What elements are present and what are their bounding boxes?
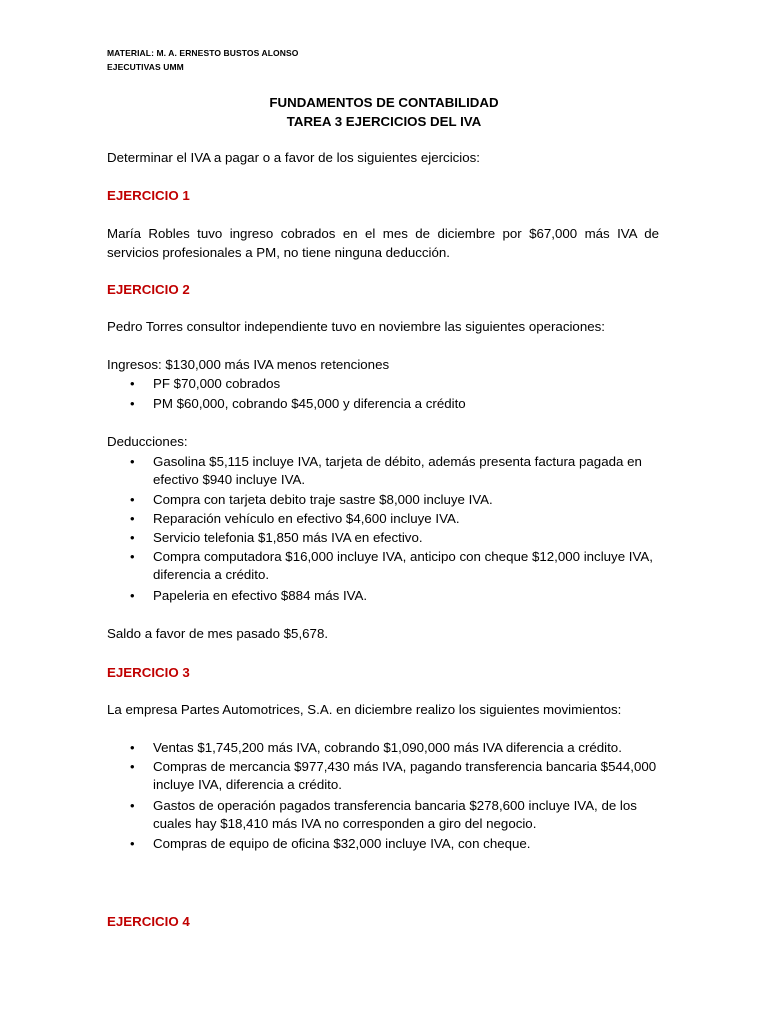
list-item: • Papeleria en efectivo $884 más IVA.	[130, 588, 368, 603]
bullet-icon: •	[130, 396, 135, 411]
bullet-icon: •	[130, 588, 135, 603]
ejercicio-3-intro: La empresa Partes Automotrices, S.A. en diciembre realizo los siguientes movimientos:	[107, 702, 622, 717]
list-item: • PF $70,000 cobrados	[130, 376, 281, 391]
bullet-icon: •	[130, 376, 135, 391]
ejercicio-3-heading: EJERCICIO 3	[107, 665, 190, 680]
list-item: • Gasolina $5,115 incluye IVA, tarjeta de débito, además presenta factura pagada en efectivo $940 incluye IVA.	[130, 454, 642, 487]
saldo-a-favor: Saldo a favor de mes pasado $5,678.	[107, 626, 329, 641]
bullet-icon: •	[130, 549, 135, 564]
list-item: • Gastos de operación pagados transferencia bancaria $278,600 incluye IVA, de los cuales hay $18,410 más IVA no corresponden a giro del negocio.	[130, 798, 637, 831]
ejercicio-1-text: María Robles tuvo ingreso cobrados en el mes de diciembre por $67,000 más IVA de servicios profesionales a PM, no tiene ninguna deducción.	[107, 226, 659, 260]
bullet-icon: •	[130, 798, 135, 813]
list-item: • Ventas $1,745,200 más IVA, cobrando $1,090,000 más IVA diferencia a crédito.	[130, 740, 622, 755]
bullet-icon: •	[130, 759, 135, 774]
bullet-icon: •	[130, 492, 135, 507]
document-subtitle: TAREA 3 EJERCICIOS DEL IVA	[286, 114, 482, 129]
header-material: MATERIAL: M. A. ERNESTO BUSTOS ALONSO	[107, 48, 299, 58]
instructions: Determinar el IVA a pagar o a favor de los siguientes ejercicios:	[107, 150, 480, 165]
bullet-icon: •	[130, 454, 135, 469]
header-program: EJECUTIVAS UMM	[107, 62, 184, 72]
ejercicio-2-intro: Pedro Torres consultor independiente tuvo en noviembre las siguientes operaciones:	[107, 319, 605, 334]
list-item: • Reparación vehículo en efectivo $4,600 incluye IVA.	[130, 511, 460, 526]
list-item: • Compra con tarjeta debito traje sastre $8,000 incluye IVA.	[130, 492, 493, 507]
list-item: • Compras de equipo de oficina $32,000 incluye IVA, con cheque.	[130, 836, 531, 851]
list-item: • Compra computadora $16,000 incluye IVA, anticipo con cheque $12,000 incluye IVA, diferencia a crédito.	[130, 549, 653, 582]
bullet-icon: •	[130, 740, 135, 755]
bullet-icon: •	[130, 530, 135, 545]
list-item: • Compras de mercancia $977,430 más IVA, pagando transferencia bancaria $544,000 incluye IVA, diferencia a crédito.	[130, 759, 657, 792]
bullet-icon: •	[130, 836, 135, 851]
deducciones-label: Deducciones:	[107, 434, 188, 449]
ejercicio-2-heading: EJERCICIO 2	[107, 282, 190, 297]
ingresos-label: Ingresos: $130,000 más IVA menos retenciones	[107, 357, 390, 372]
ejercicio-1-heading: EJERCICIO 1	[107, 188, 190, 203]
document-title: FUNDAMENTOS DE CONTABILIDAD	[269, 95, 499, 110]
ejercicio-4-heading: EJERCICIO 4	[107, 914, 190, 929]
list-item: • Servicio telefonia $1,850 más IVA en efectivo.	[130, 530, 423, 545]
bullet-icon: •	[130, 511, 135, 526]
list-item: • PM $60,000, cobrando $45,000 y diferencia a crédito	[130, 396, 466, 411]
